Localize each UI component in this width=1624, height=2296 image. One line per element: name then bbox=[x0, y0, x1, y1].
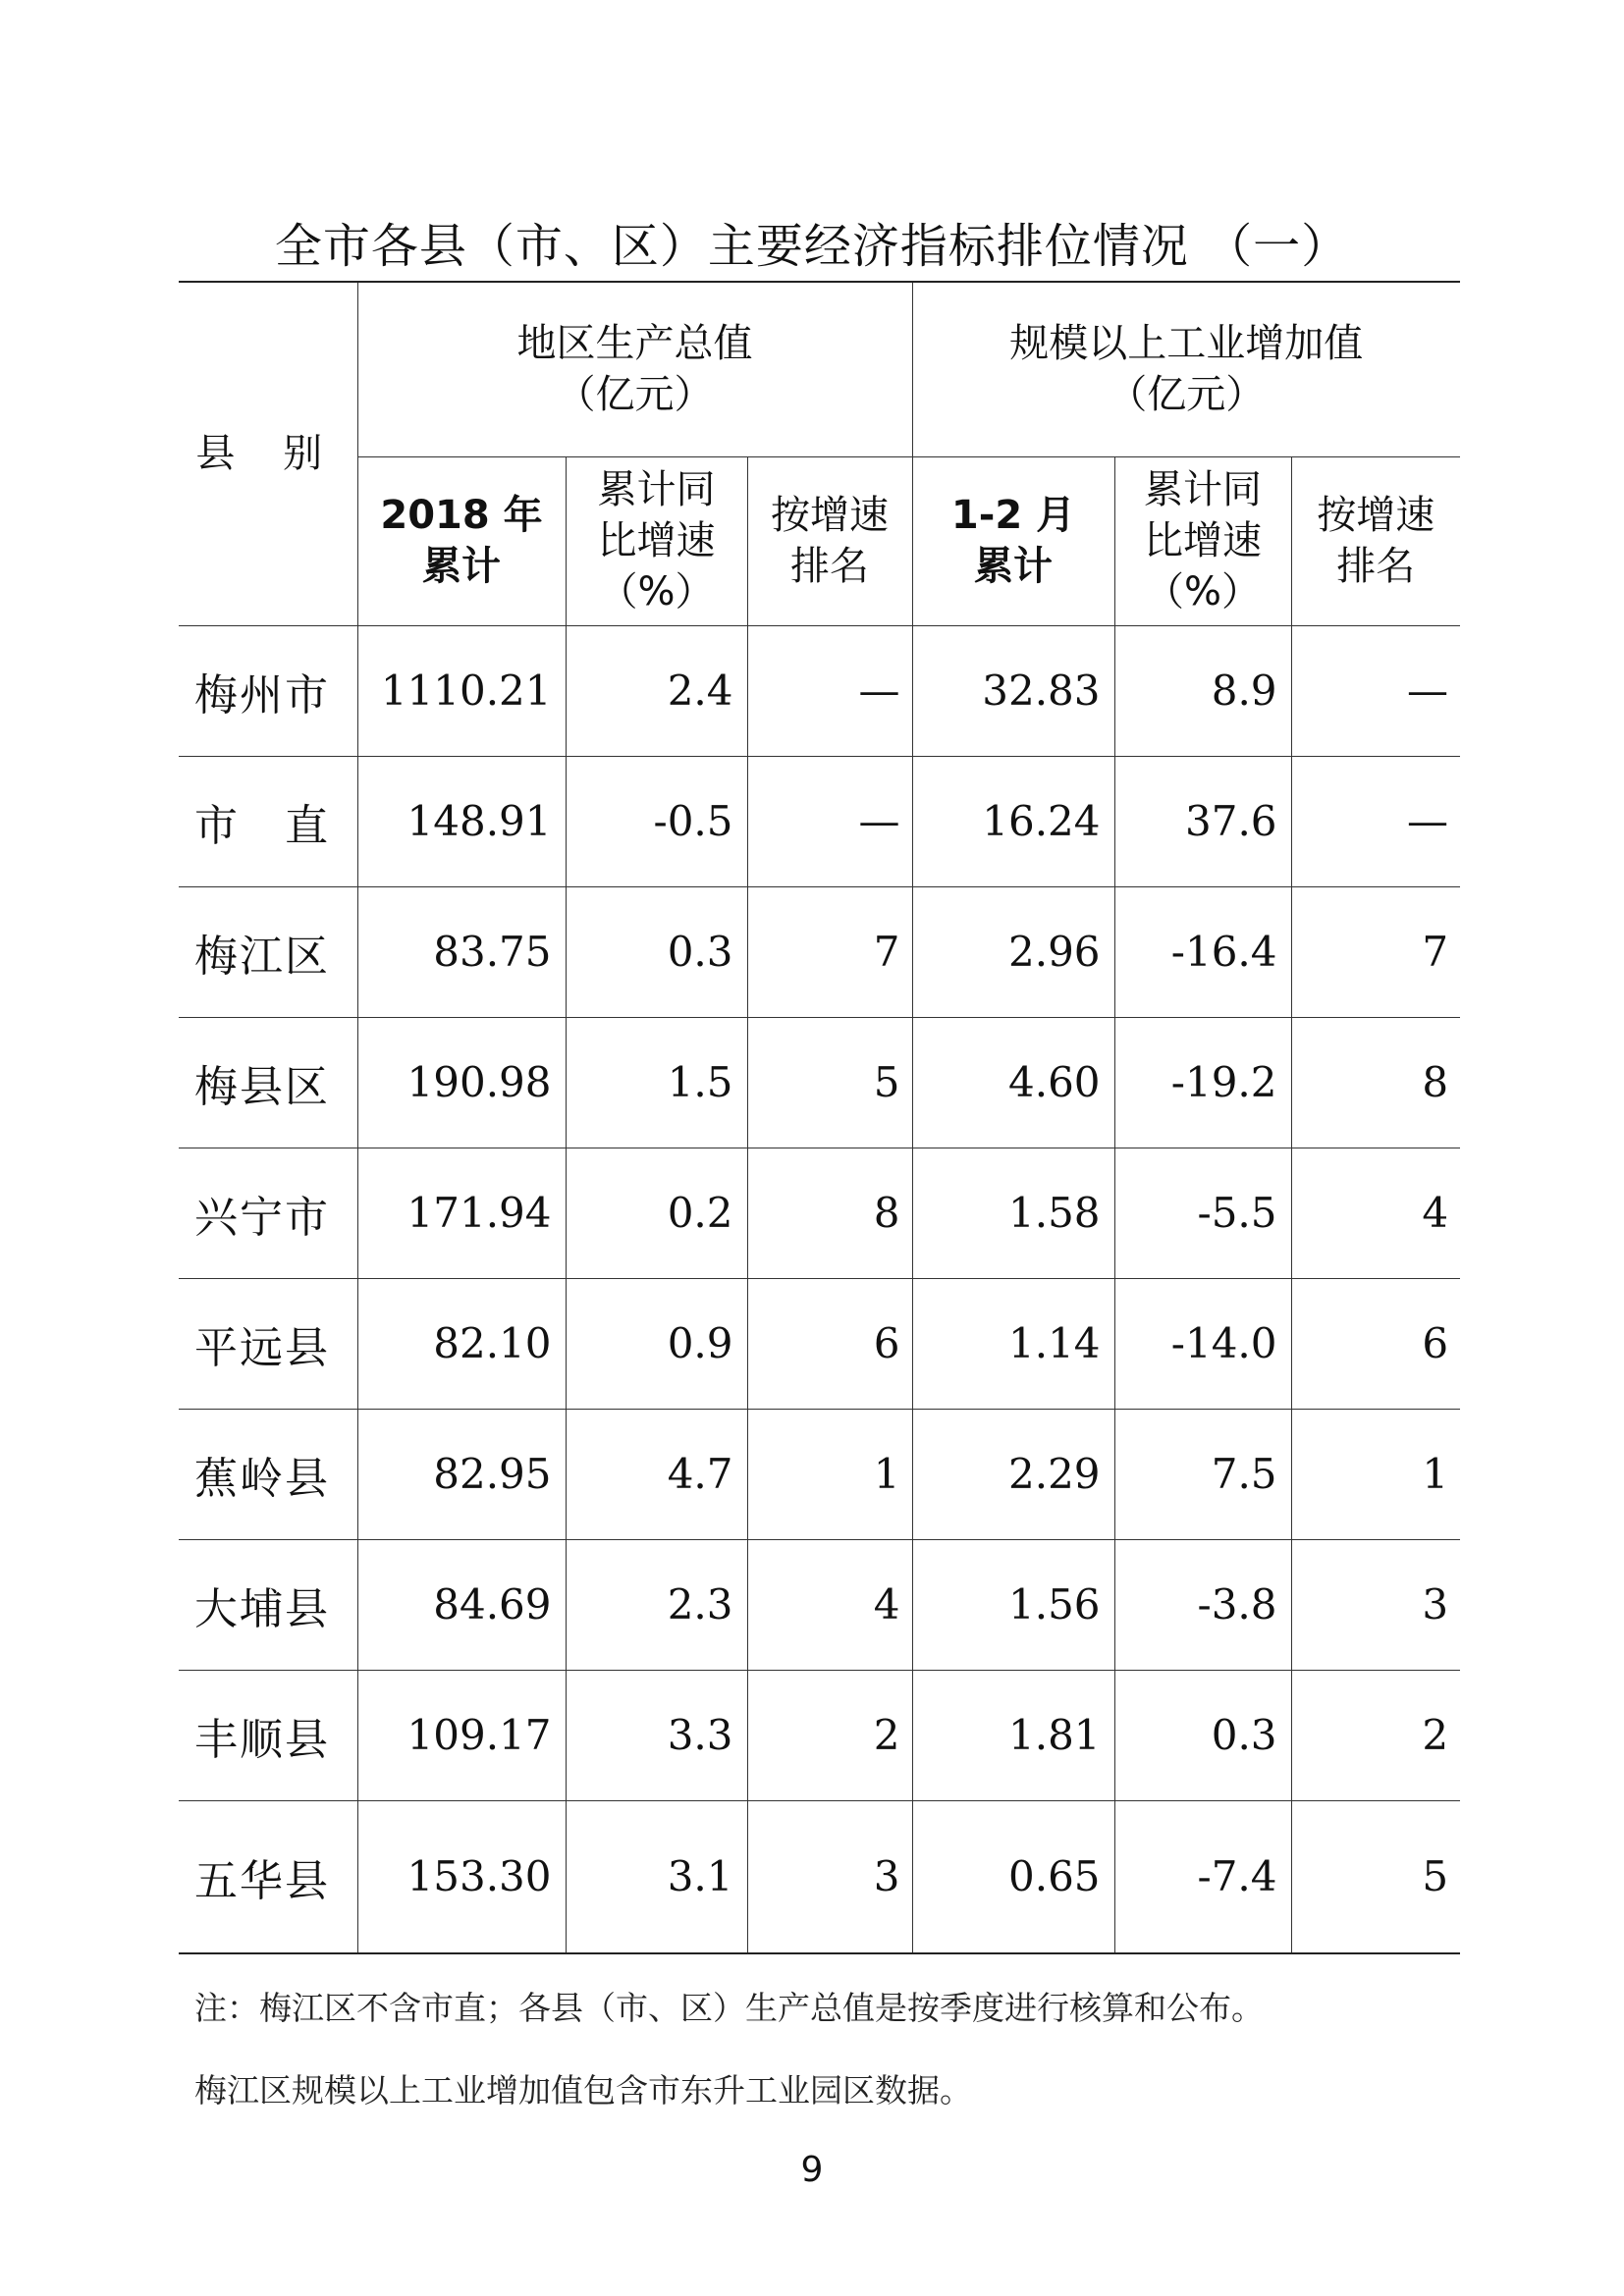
gdp-growth: 3.1 bbox=[566, 1800, 747, 1953]
industry-growth: -5.5 bbox=[1114, 1148, 1291, 1278]
industry-growth: -3.8 bbox=[1114, 1539, 1291, 1670]
gdp-rank: 8 bbox=[747, 1148, 912, 1278]
industry-total: 16.24 bbox=[912, 756, 1114, 886]
industry-growth: -7.4 bbox=[1114, 1800, 1291, 1953]
gdp-rank: 3 bbox=[747, 1800, 912, 1953]
gdp-group-header: 地区生产总值 （亿元） bbox=[357, 282, 912, 456]
county-name: 兴宁市 bbox=[179, 1148, 357, 1278]
county-name: 丰顺县 bbox=[179, 1670, 357, 1800]
industry-growth: 0.3 bbox=[1114, 1670, 1291, 1800]
county-name: 大埔县 bbox=[179, 1539, 357, 1670]
industry-group-header: 规模以上工业增加值 （亿元） bbox=[912, 282, 1460, 456]
footnote-line-2: 梅江区规模以上工业增加值包含市东升工业园区数据。 bbox=[194, 2071, 972, 2109]
industry-total: 1.56 bbox=[912, 1539, 1114, 1670]
gdp-growth: 4.7 bbox=[566, 1409, 747, 1539]
gdp-growth: 2.3 bbox=[566, 1539, 747, 1670]
industry-growth-header: 累计同 比增速 （%） bbox=[1114, 456, 1291, 625]
gdp-total: 82.10 bbox=[357, 1278, 566, 1409]
industry-rank: — bbox=[1291, 756, 1460, 886]
industry-rank: 1 bbox=[1291, 1409, 1460, 1539]
gdp-rank: 1 bbox=[747, 1409, 912, 1539]
industry-rank: 2 bbox=[1291, 1670, 1460, 1800]
industry-total: 2.29 bbox=[912, 1409, 1114, 1539]
industry-total: 1.14 bbox=[912, 1278, 1114, 1409]
page-number: 9 bbox=[800, 2150, 824, 2190]
industry-rank: 5 bbox=[1291, 1800, 1460, 1953]
gdp-rank: 2 bbox=[747, 1670, 912, 1800]
industry-total: 4.60 bbox=[912, 1017, 1114, 1148]
industry-rank: 6 bbox=[1291, 1278, 1460, 1409]
table-row bbox=[179, 1409, 1460, 1539]
gdp-total-header: 2018 年 累计 bbox=[357, 456, 566, 625]
industry-growth: 8.9 bbox=[1114, 625, 1291, 756]
gdp-growth-header: 累计同 比增速 （%） bbox=[566, 456, 747, 625]
industry-growth: -16.4 bbox=[1114, 886, 1291, 1017]
industry-growth: -19.2 bbox=[1114, 1017, 1291, 1148]
gdp-total: 82.95 bbox=[357, 1409, 566, 1539]
table-row bbox=[179, 1278, 1460, 1409]
gdp-rank: 5 bbox=[747, 1017, 912, 1148]
county-name: 蕉岭县 bbox=[179, 1409, 357, 1539]
industry-total-header: 1-2 月 累计 bbox=[912, 456, 1114, 625]
industry-growth: 37.6 bbox=[1114, 756, 1291, 886]
table-row bbox=[179, 886, 1460, 1017]
page-title: 全市各县（市、区）主要经济指标排位情况 （一） bbox=[274, 219, 1350, 274]
industry-total: 2.96 bbox=[912, 886, 1114, 1017]
header-row-sub bbox=[179, 456, 1460, 625]
gdp-growth: 3.3 bbox=[566, 1670, 747, 1800]
gdp-rank: — bbox=[747, 625, 912, 756]
industry-rank: 8 bbox=[1291, 1017, 1460, 1148]
gdp-total: 190.98 bbox=[357, 1017, 566, 1148]
gdp-rank: — bbox=[747, 756, 912, 886]
county-name: 平远县 bbox=[179, 1278, 357, 1409]
gdp-total: 84.69 bbox=[357, 1539, 566, 1670]
industry-rank: 4 bbox=[1291, 1148, 1460, 1278]
table-row bbox=[179, 756, 1460, 886]
gdp-rank-header: 按增速 排名 bbox=[747, 456, 912, 625]
gdp-growth: -0.5 bbox=[566, 756, 747, 886]
county-name: 市 直 bbox=[179, 756, 357, 886]
gdp-growth: 0.9 bbox=[566, 1278, 747, 1409]
gdp-growth: 1.5 bbox=[566, 1017, 747, 1148]
gdp-total: 83.75 bbox=[357, 886, 566, 1017]
county-header: 县 别 bbox=[179, 282, 357, 625]
gdp-rank: 4 bbox=[747, 1539, 912, 1670]
gdp-total: 109.17 bbox=[357, 1670, 566, 1800]
industry-total: 1.58 bbox=[912, 1148, 1114, 1278]
industry-rank: 7 bbox=[1291, 886, 1460, 1017]
county-name: 梅县区 bbox=[179, 1017, 357, 1148]
table-row bbox=[179, 1800, 1460, 1953]
table-row bbox=[179, 1017, 1460, 1148]
industry-rank: 3 bbox=[1291, 1539, 1460, 1670]
footnote-line-1: 注：梅江区不含市直；各县（市、区）生产总值是按季度进行核算和公布。 bbox=[194, 1989, 1264, 2027]
industry-rank-header: 按增速 排名 bbox=[1291, 456, 1460, 625]
table-row bbox=[179, 1148, 1460, 1278]
table-row bbox=[179, 1539, 1460, 1670]
industry-total: 1.81 bbox=[912, 1670, 1114, 1800]
county-name: 五华县 bbox=[179, 1800, 357, 1953]
industry-growth: -14.0 bbox=[1114, 1278, 1291, 1409]
gdp-growth: 2.4 bbox=[566, 625, 747, 756]
industry-growth: 7.5 bbox=[1114, 1409, 1291, 1539]
gdp-rank: 7 bbox=[747, 886, 912, 1017]
gdp-growth: 0.3 bbox=[566, 886, 747, 1017]
gdp-total: 153.30 bbox=[357, 1800, 566, 1953]
gdp-total: 1110.21 bbox=[357, 625, 566, 756]
industry-total: 0.65 bbox=[912, 1800, 1114, 1953]
gdp-total: 171.94 bbox=[357, 1148, 566, 1278]
county-name: 梅江区 bbox=[179, 886, 357, 1017]
header-row-groups bbox=[179, 282, 1460, 456]
table-row bbox=[179, 1670, 1460, 1800]
gdp-total: 148.91 bbox=[357, 756, 566, 886]
industry-rank: — bbox=[1291, 625, 1460, 756]
economic-indicators-table bbox=[179, 281, 1460, 1954]
table-row bbox=[179, 625, 1460, 756]
industry-total: 32.83 bbox=[912, 625, 1114, 756]
gdp-growth: 0.2 bbox=[566, 1148, 747, 1278]
gdp-rank: 6 bbox=[747, 1278, 912, 1409]
county-name: 梅州市 bbox=[179, 625, 357, 756]
